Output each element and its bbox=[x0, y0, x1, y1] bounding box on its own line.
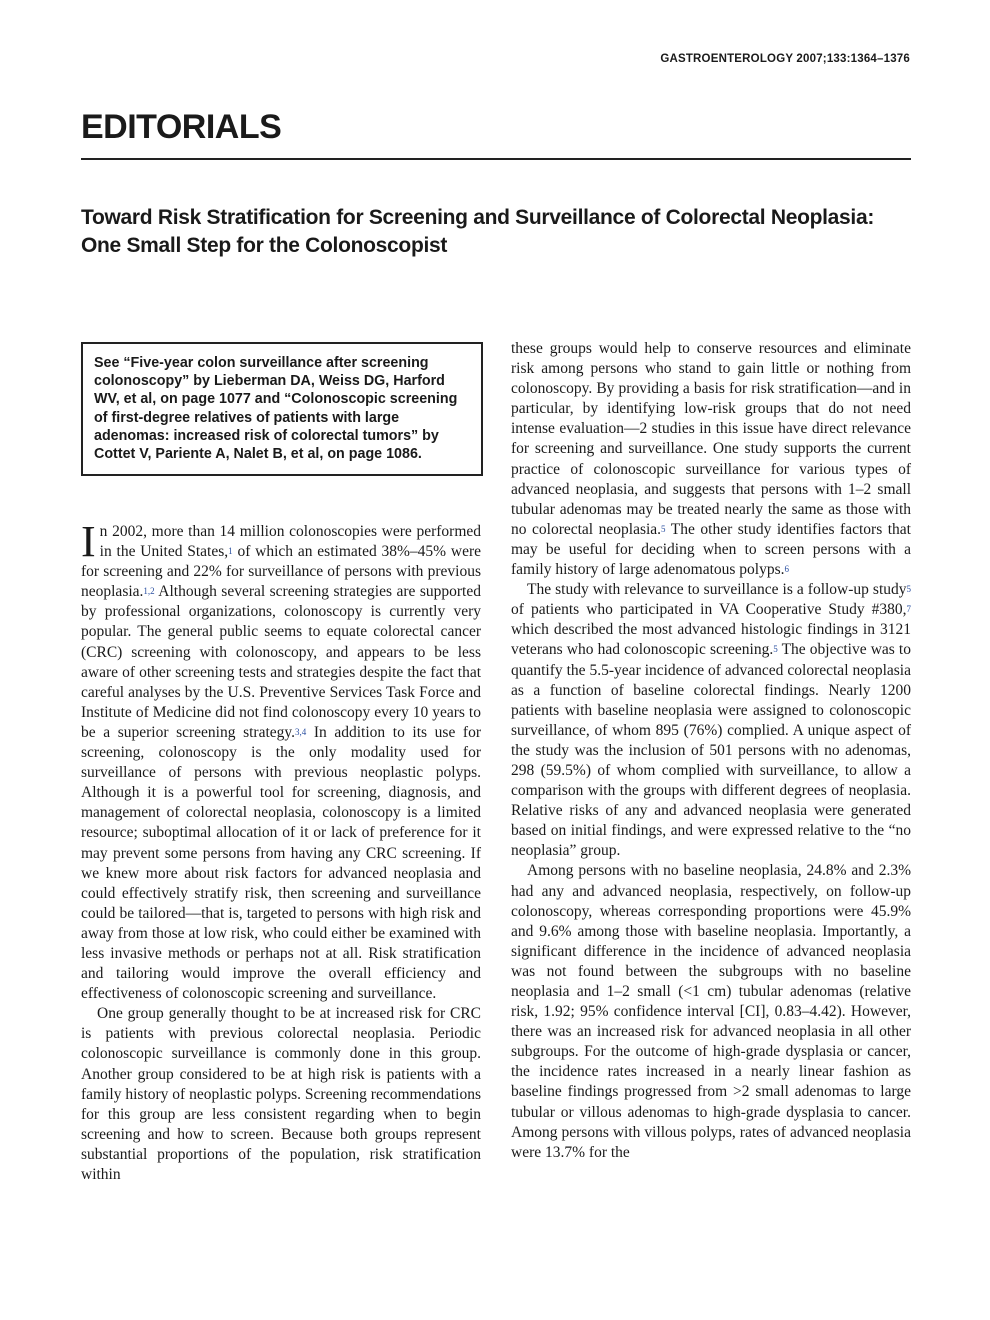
left-column bbox=[81, 517, 481, 1185]
text-run: In addition to its use for screening, colonoscopy is the only modality used for surveillance of persons with previous neoplastic polyps. Although it is a powerful tool for screening, diagnosis, and management of colorectal neoplasia, colonoscopy is a limited resource; suboptimal allocation of it or lack of preference for it may prevent some persons from having any CRC screening. If we knew more about risk factors for advanced neoplasia and could effectively stratify risk, then screening and surveillance could be tailored—that is, targeted to persons with high risk and away from those at low risk, who could either be examined with less invasive methods or perhaps not at all. Risk stratification and tailoring would improve the overall efficiency and effectiveness of colonoscopic screening and surveillance. bbox=[81, 723, 481, 1003]
text-run: n 2002, more than 14 million colonoscopies were performed in the United States, bbox=[99, 523, 481, 561]
text-run: of which an estimated 38%–45% were for screening and 22% for surveillance of persons with previous neoplasia. bbox=[81, 543, 481, 601]
see-also-box: See “Five-year colon surveillance after screening colonoscopy” by Lieberman DA, Weiss DG, Harford WV, et al, on page 1077 and “Colonoscopic screening of first-degree relatives of patients with large adenomas: increased risk of colorectal tumors” by Cottet V, Pariente A, Nalet B, et al, on page 1086. bbox=[81, 342, 483, 476]
drop-cap: I bbox=[81, 517, 96, 566]
text-run: these groups would help to conserve resources and eliminate risk among persons who stand to gain little or nothing from colonoscopy. By providing a basis for risk stratification—and in particular, by identifying low-risk groups that do not need intense evaluation—2 studies in this issue have direct relevance for screening and surveillance. One study supports the current practice of colonoscopic surveillance for various types of advanced neoplasia, and suggests that persons with 1–2 small tubular adenomas may be treated nearly the same as those with no colorectal neoplasia. bbox=[511, 340, 911, 538]
right-column bbox=[511, 339, 911, 1163]
text-run: which described the most advanced histologic findings in 3121 veterans who had colonoscopic screening. bbox=[511, 621, 911, 659]
title-rule bbox=[81, 158, 911, 160]
text-run: The study with relevance to surveillance is a follow-up study bbox=[527, 581, 907, 599]
reference-link[interactable]: 1,2 bbox=[143, 586, 155, 597]
paragraph bbox=[511, 580, 911, 861]
text-run: The objective was to quantify the 5.5-year incidence of advanced colorectal neoplasia as a function of baseline colorectal findings. Nearly 1200 patients with baseline neoplasia were assigned to colonoscopic surveillance, of whom 895 (76%) complied. A unique aspect of the study was the inclusion of 501 persons with no adenomas, 298 (59.5%) of whom complied with surveillance, to allow a comparison with the groups with different degrees of neoplasia. Relative risks of any and advanced neoplasia were generated based on initial findings, and were expressed relative to the “no neoplasia” group. bbox=[511, 641, 911, 860]
text-run: The other study identifies factors that may be useful for deciding when to screen persons with a family history of large adenomatous polyps. bbox=[511, 520, 911, 579]
article-title: Toward Risk Stratification for Screening and Surveillance of Colorectal Neoplasia: One Small Step for the Colonoscopist bbox=[81, 206, 875, 257]
reference-link[interactable]: 1 bbox=[228, 546, 233, 557]
section-title: EDITORIALS bbox=[81, 108, 282, 146]
reference-link[interactable]: 7 bbox=[906, 604, 911, 615]
paragraph bbox=[511, 339, 911, 580]
text-run: of patients who participated in VA Cooperative Study #380, bbox=[511, 601, 907, 619]
reference-link[interactable]: 5 bbox=[906, 584, 911, 595]
paragraph bbox=[81, 517, 481, 1004]
text-run: Although several screening strategies are supported by professional organizations, colonoscopy is currently very popular. The general public seems to equate colorectal cancer (CRC) screening with colonoscopy, and appears to be less aware of other screening tests and strategies despite the fact that careful analyses by the U.S. Preventive Services Task Force and Institute of Medicine did not find colonoscopy every 10 years to be a superior screening strategy. bbox=[81, 583, 481, 741]
running-head: GASTROENTEROLOGY 2007;133:1364–1376 bbox=[660, 53, 910, 65]
reference-link[interactable]: 5 bbox=[661, 523, 666, 534]
paragraph: One group generally thought to be at increased risk for CRC is patients with previous colorectal neoplasia. Periodic colonoscopic surveillance is commonly done in this group. Another group considered to be at high risk is patients with a family history of neoplastic polyps. Screening recommendations for this group are less consistent regarding when to begin screening and how to screen. Because both groups represent substantial proportions of the population, risk stratification within bbox=[81, 1005, 481, 1183]
reference-link[interactable]: 3,4 bbox=[295, 726, 307, 737]
reference-link[interactable]: 6 bbox=[784, 564, 789, 575]
reference-link[interactable]: 5 bbox=[773, 644, 778, 655]
paragraph: Among persons with no baseline neoplasia, 24.8% and 2.3% had any and advanced neoplasia, respectively, on follow-up colonoscopy, whereas corresponding proportions were 45.9% and 9.6% among those with baseline neoplasia. Importantly, a significant difference in the incidence of advanced neoplasia was not found between the subgroups with no baseline neoplasia and 1–2 small (<1 cm) tubular adenomas (relative risk, 1.92; 95% confidence interval [CI], 0.83–4.42). However, there was an increased risk for advanced neoplasia in all other subgroups. For the outcome of high-grade dysplasia or cancer, the incidence rates increased in a nearly linear fashion as baseline findings progressed from >2 small adenomas to large tubular or villous adenomas to high-grade dysplasia to cancer. Among persons with villous polyps, rates of advanced neoplasia were 13.7% for the bbox=[511, 862, 911, 1161]
